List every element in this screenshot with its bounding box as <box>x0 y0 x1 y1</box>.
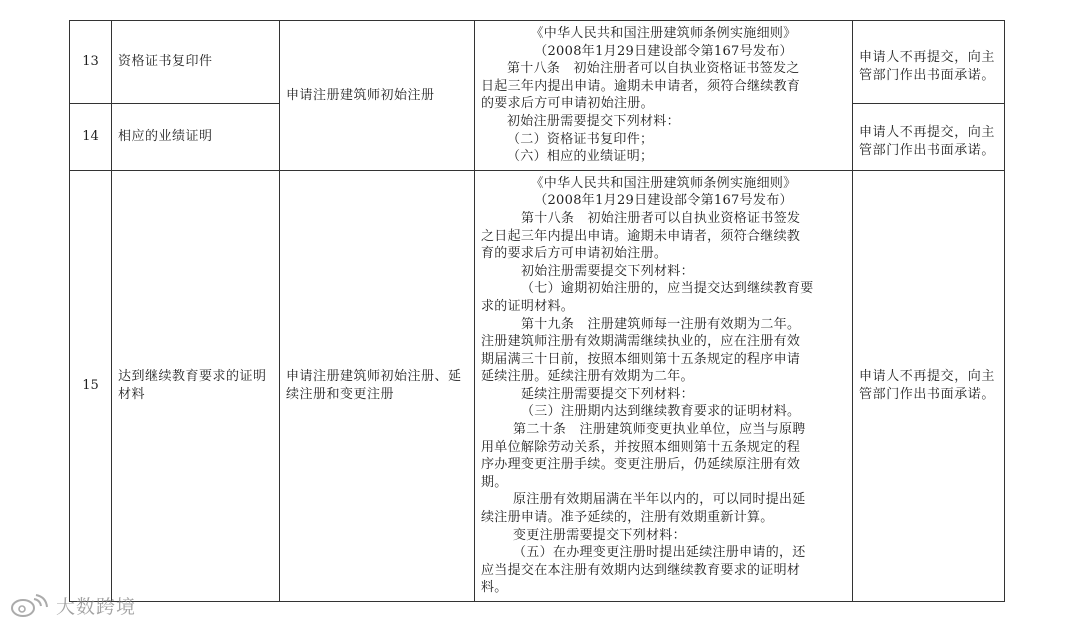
row-number: 14 <box>70 103 112 170</box>
basis-line: 续注册申请。准予延续的，注册有效期重新计算。 <box>481 510 774 526</box>
basis-line: 初始注册需要提交下列材料： <box>507 113 680 129</box>
basis-line: 第十八条 初始注册者可以自执业资格证书签发 <box>521 210 801 226</box>
basis-line: 《中华人民共和国注册建筑师条例实施细则》 <box>530 175 797 191</box>
basis-line: （七）逾期初始注册的，应当提交达到继续教育要 <box>521 281 814 297</box>
basis-line: （六）相应的业绩证明； <box>507 149 654 165</box>
basis-line: （2008年1月29日建设部令第167号发布） <box>534 193 793 209</box>
basis-line: 注册建筑师注册有效期满需继续执业的，应在注册有效 <box>481 334 801 350</box>
basis-line: 的要求后方可申请初始注册。 <box>481 96 654 112</box>
basis-line: 日起三年内提出申请。逾期未申请者，须符合继续教育 <box>481 78 801 94</box>
basis-line: 《中华人民共和国注册建筑师条例实施细则》 <box>530 26 797 41</box>
basis-line: 求的证明材料。 <box>481 298 575 314</box>
submission-note: 申请人不再提交，向主管部门作出书面承诺。 <box>853 170 1005 601</box>
basis-line: 初始注册需要提交下列材料： <box>521 263 694 279</box>
table-row <box>70 21 1005 104</box>
watermark <box>10 592 136 619</box>
basis-line: （二）资格证书复印件； <box>507 131 654 147</box>
basis-line: 第二十条 注册建筑师变更执业单位，应当与原聘 <box>513 422 806 438</box>
approval-item: 申请注册建筑师初始注册 <box>280 21 475 171</box>
basis-line: 变更注册需要提交下列材料： <box>513 527 686 543</box>
basis-line: 料。 <box>481 580 508 596</box>
weibo-like-logo-icon <box>10 593 50 619</box>
basis-line: 育的要求后方可申请初始注册。 <box>481 246 668 262</box>
approval-item: 申请注册建筑师初始注册、延续注册和变更注册 <box>280 170 475 601</box>
basis-line: 期届满三十日前，按照本细则第十五条规定的程序申请 <box>481 351 801 367</box>
basis-line: （三）注册期内达到继续教育要求的证明材料。 <box>521 404 801 420</box>
legal-basis <box>475 170 853 601</box>
row-number: 15 <box>70 170 112 601</box>
basis-line: 序办理变更注册手续。变更注册后，仍延续原注册有效 <box>481 457 801 473</box>
basis-line: 之日起三年内提出申请。逾期未申请者，须符合继续教 <box>481 228 801 244</box>
submission-note: 申请人不再提交，向主管部门作出书面承诺。 <box>853 103 1005 170</box>
requirements-table <box>69 20 1005 602</box>
basis-line: 应当提交在本注册有效期内达到继续教育要求的证明材 <box>481 562 801 578</box>
row-number: 13 <box>70 21 112 104</box>
basis-line: 第十九条 注册建筑师每一注册有效期为二年。 <box>521 316 801 332</box>
basis-line: 期。 <box>481 474 508 490</box>
watermark-text: 大数跨境 <box>56 596 137 618</box>
table-row <box>70 170 1005 601</box>
basis-line: （2008年1月29日建设部令第167号发布） <box>534 43 793 59</box>
material-name: 达到继续教育要求的证明材料 <box>112 170 280 601</box>
basis-line: 延续注册需要提交下列材料： <box>521 386 694 402</box>
basis-line: 第十八条 初始注册者可以自执业资格证书签发之 <box>507 61 800 77</box>
basis-line: （五）在办理变更注册时提出延续注册申请的，还 <box>513 545 806 561</box>
legal-basis <box>475 21 853 171</box>
material-name: 资格证书复印件 <box>112 21 280 104</box>
material-name: 相应的业绩证明 <box>112 103 280 170</box>
basis-line: 原注册有效期届满在半年以内的，可以同时提出延 <box>513 492 806 508</box>
submission-note: 申请人不再提交，向主管部门作出书面承诺。 <box>853 21 1005 104</box>
basis-line: 延续注册。延续注册有效期为二年。 <box>481 369 694 385</box>
basis-line: 用单位解除劳动关系，并按照本细则第十五条规定的程 <box>481 439 801 455</box>
